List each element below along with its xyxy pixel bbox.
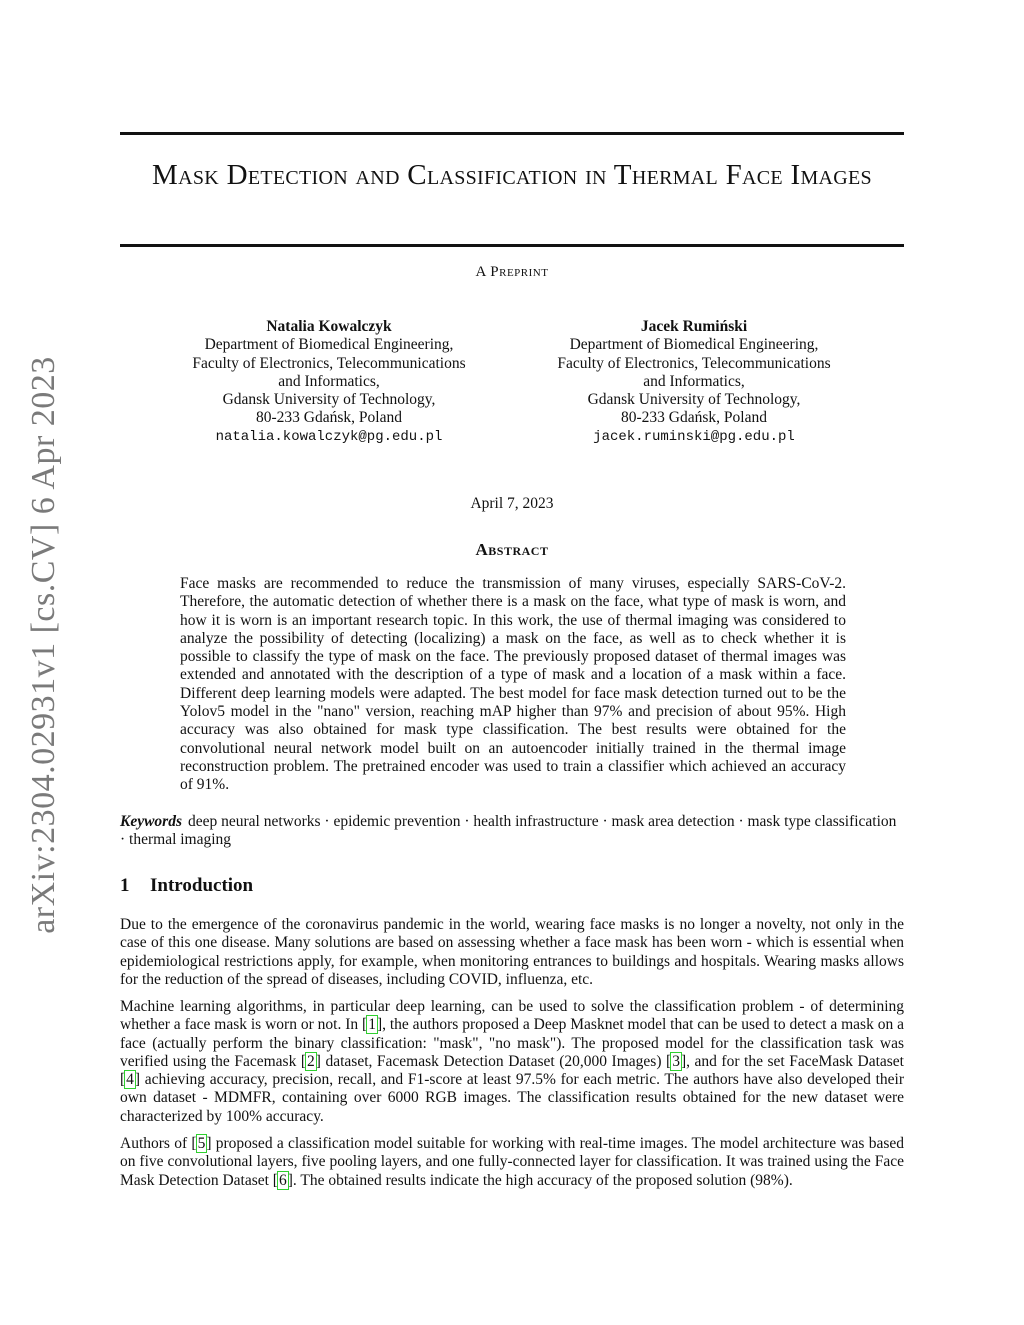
author-department: Department of Biomedical Engineering, (204, 336, 454, 354)
author-block (524, 318, 864, 446)
intro-paragraph-2 (120, 998, 904, 1126)
author-name: Jacek Rumiński (640, 318, 748, 335)
title-rule-top (120, 132, 904, 135)
paragraph-text: Authors of [ (120, 1135, 197, 1152)
author-university: Gdansk University of Technology, (587, 391, 801, 409)
keywords (120, 813, 904, 850)
paragraph-text: ] dataset, Facemask Detection Dataset (20,000 Images) [ (315, 1052, 672, 1070)
author-name: Natalia Kowalczyk (266, 318, 392, 335)
section-heading-introduction (120, 875, 904, 897)
author-faculty: Faculty of Electronics, Telecommunications (557, 354, 831, 372)
author-email[interactable]: jacek.ruminski@pg.edu.pl (593, 428, 795, 445)
paragraph-text: ], and for the set FaceMask Dataset [ (120, 1052, 904, 1089)
paragraph-text: Machine learning algorithms, in particular deep learning, can be used to solve the classification problem - of determining whether a face mask is worn or not. In [ (120, 998, 904, 1034)
citation-link[interactable]: 4 (126, 1071, 134, 1089)
paragraph-text: ]. The obtained results indicate the high accuracy of the proposed solution (98%). (287, 1171, 793, 1189)
section-title: Introduction (150, 875, 254, 896)
citation-link[interactable]: 1 (368, 1016, 376, 1034)
keywords-text: deep neural networks · epidemic prevention · health infrastructure · mask area detection · mask type classification · thermal imaging (120, 813, 897, 849)
arxiv-identifier[interactable]: arXiv:2304.02931v1 [cs.CV] 6 Apr 2023 (25, 356, 62, 934)
author-email[interactable]: natalia.kowalczyk@pg.edu.pl (215, 428, 443, 445)
paragraph-text: ] proposed a classification model suitable for working with real-time images. The model architecture was based on five convolutional layers, five pooling layers, and one fully-connected layer for classification. It was trained using the Face Mask Detection Dataset [ (120, 1135, 904, 1189)
preprint-label: A Preprint (475, 264, 549, 280)
intro-paragraph-3 (120, 1135, 904, 1190)
citation-link[interactable]: 6 (278, 1171, 287, 1189)
author-address: 80-233 Gdańsk, Poland (621, 409, 767, 427)
keywords-label: Keywords (120, 813, 182, 830)
section-number: 1 (120, 875, 130, 896)
paragraph-text: ], the authors proposed a Deep Masknet model that can be used to detect a mask on a face (actually perform the binary classification: "mask", "no mask"). The proposed model for the classification task was verified using the Facemask [ (120, 1016, 904, 1070)
author-block (159, 318, 499, 446)
abstract-text: Face masks are recommended to reduce the transmission of many viruses, especially SARS-CoV-2. Therefore, the automatic detection of whether there is a mask on the face, what type of mask is worn, and how it is worn is an important research topic. In this work, the use of thermal imaging was considered to analyze the possibility of detecting (localizing) a mask on the face, as well as to check whether it is possible to classify the type of mask on the face. The previously proposed dataset of thermal images was extended and annotated with the description of a type of mask and a location of a mask within a face. Different deep learning models were adapted. The best model for face mask detection turned out to be the Yolov5 model in the "nano" version, reaching mAP higher than 97% and precision of about 95%. High accuracy was also obtained for mask type classification. The best results were obtained for the convolutional neural network model built on an autoencoder initially trained in the thermal image reconstruction problem. The pretrained encoder was used to train a classifier which achieved an accuracy of 91%. (180, 575, 846, 794)
author-faculty-cont: and Informatics, (278, 372, 380, 390)
publication-date: April 7, 2023 (470, 495, 554, 512)
author-faculty: Faculty of Electronics, Telecommunications (192, 354, 466, 372)
paragraph-text: ] achieving accuracy, precision, recall, and F1-score at least 97.5% for each metric. The authors have also developed their own dataset - MDMFR, containing over 6000 RGB images. The classification results obtained for the new dataset were characterized by 100% accuracy. (120, 1071, 904, 1125)
citation-link[interactable]: 3 (672, 1052, 680, 1070)
citation-link[interactable]: 5 (197, 1135, 206, 1152)
citation-link[interactable]: 2 (307, 1052, 315, 1070)
title-rule-bottom (120, 244, 904, 247)
author-department: Department of Biomedical Engineering, (569, 336, 819, 354)
intro-paragraph-1: Due to the emergence of the coronavirus pandemic in the world, wearing face masks is no longer a novelty, not only in the case of this one disease. Many solutions are based on assessing whether a face mask has been worn - which is essential when epidemiological restrictions apply, for example, when monitoring entrances to buildings and hospitals. Wearing masks allows for the reduction of the spread of diseases, including COVID, influenza, etc. (120, 916, 904, 988)
author-university: Gdansk University of Technology, (222, 391, 436, 409)
author-address: 80-233 Gdańsk, Poland (256, 409, 402, 427)
author-faculty-cont: and Informatics, (643, 372, 745, 390)
paper-title: Mask Detection and Classification in Thermal Face Images (152, 159, 872, 191)
abstract-heading: Abstract (475, 540, 549, 559)
